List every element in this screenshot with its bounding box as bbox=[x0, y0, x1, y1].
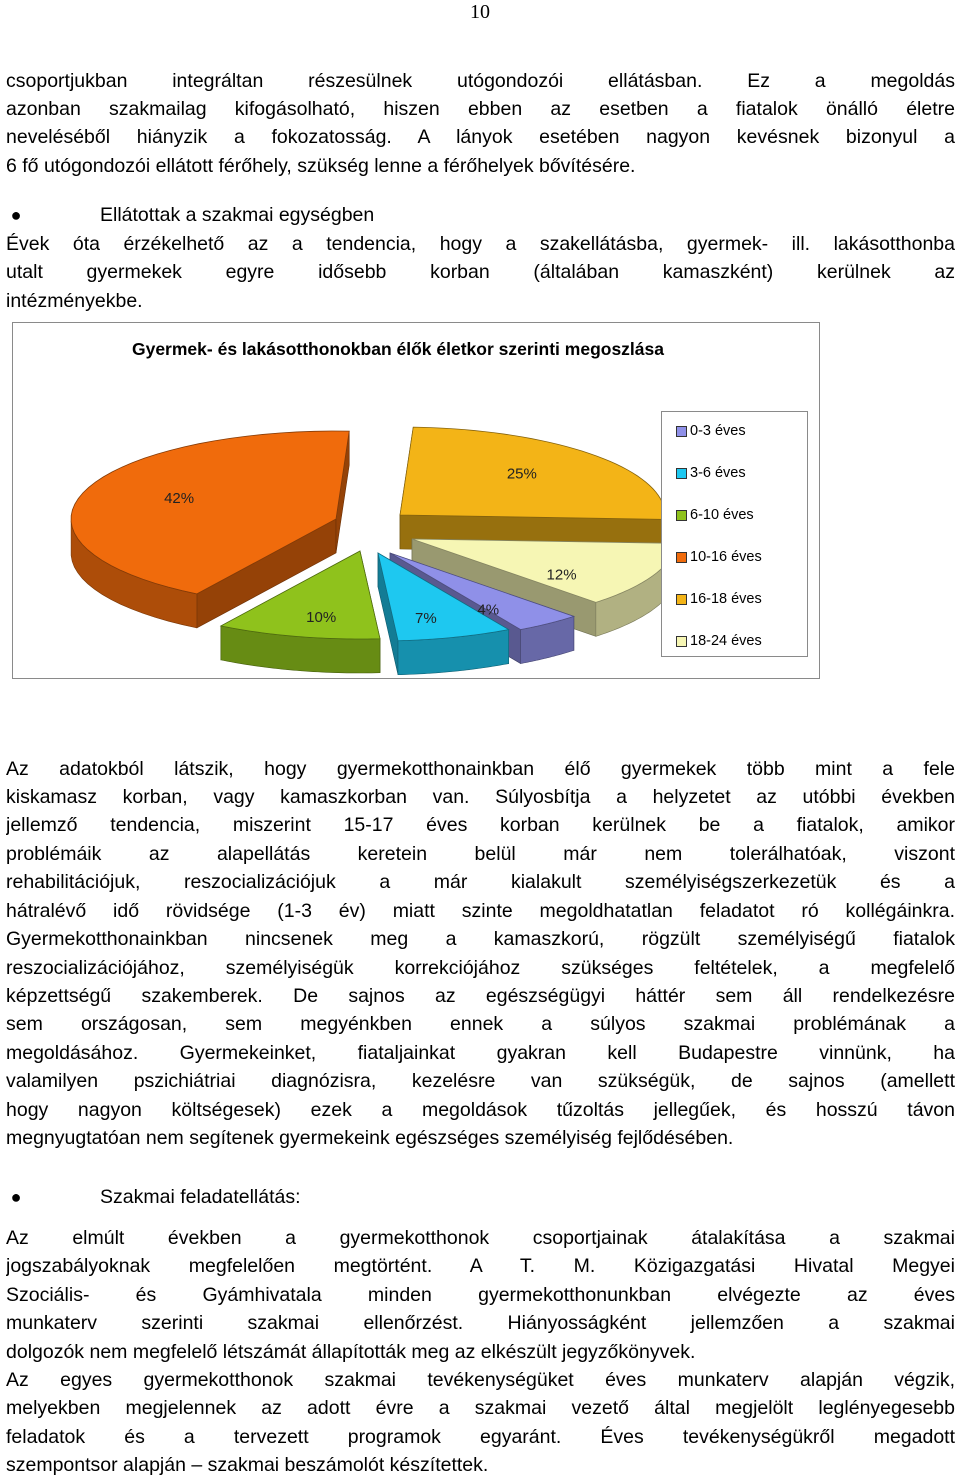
legend-swatch-icon bbox=[676, 552, 687, 563]
bullet-icon: ● bbox=[10, 205, 22, 225]
paragraph-line: képzettségű szakemberek. De sajnos az egészségügyi háttér sem áll rendelkezésre bbox=[6, 985, 955, 1007]
legend-swatch-icon bbox=[676, 426, 687, 437]
legend-item bbox=[690, 420, 746, 442]
bullet-icon: ● bbox=[10, 1187, 22, 1207]
legend-swatch-icon bbox=[676, 636, 687, 647]
chart-legend bbox=[661, 411, 808, 657]
data-label: 25% bbox=[506, 465, 537, 483]
bullet-label: Ellátottak a szakmai egységben bbox=[100, 204, 375, 226]
paragraph-line: megnyugtatóan nem segítenek gyermekeink egészséges személyiség fejlődésében. bbox=[6, 1127, 734, 1149]
paragraph-line: valamilyen pszichiátriai diagnózisra, kezelésre van szükségük, de sajnos (amellett bbox=[6, 1070, 955, 1092]
legend-item bbox=[690, 546, 762, 568]
paragraph-line: munkaterv szerinti szakmai ellenőrzést. Hiányosságként jellemzően a szakmai bbox=[6, 1312, 955, 1334]
chart-title: Gyermek- és lakásotthonokban élők életkor szerinti megoszlása bbox=[131, 339, 664, 359]
legend-item bbox=[690, 462, 746, 484]
paragraph-line: 6 fő utógondozói ellátott férőhely, szükség lenne a férőhelyek bővítésére. bbox=[6, 155, 636, 177]
legend-label: 0-3 éves bbox=[690, 423, 746, 439]
paragraph-line: intézményekbe. bbox=[6, 290, 143, 312]
paragraph-line: dolgozók nem megfelelő létszámát állapították meg az elkészült jegyzőkönyvek. bbox=[6, 1341, 696, 1363]
legend-swatch-icon bbox=[676, 468, 687, 479]
paragraph-line: neveléséből hiányzik a fokozatosság. A lányok esetében nagyon kevésnek bizonyul a bbox=[6, 126, 955, 148]
legend-swatch-icon bbox=[676, 594, 687, 605]
paragraph-line: jellemző tendencia, miszerint 15-17 éves korban kerülnek be a fiatalok, amikor bbox=[6, 814, 955, 836]
data-label: 12% bbox=[546, 566, 577, 584]
paragraph-line: Gyermekotthonainkban nincsenek meg a kamaszkorú, rögzült személyiségű fiatalok bbox=[6, 928, 955, 950]
paragraph-line: csoportjukban integráltan részesülnek utógondozói ellátásban. Ez a megoldás bbox=[6, 70, 955, 92]
paragraph-line: Az elmúlt években a gyermekotthonok csoportjainak átalakítása a szakmai bbox=[6, 1227, 955, 1249]
paragraph-line: hogy nagyon költségesek) ezek a megoldások tűzoltás jellegűek, és hosszú távon bbox=[6, 1099, 955, 1121]
paragraph-line: Az adatokból látszik, hogy gyermekotthonainkban élő gyermekek több mint a fele bbox=[6, 758, 955, 780]
legend-label: 16-18 éves bbox=[690, 591, 762, 607]
paragraph-line: reszocializációjához, személyiségük korrekciójához szükséges feltételek, a megfelelő bbox=[6, 957, 955, 979]
paragraph-line: Az egyes gyermekotthonok szakmai tevékenységüket éves munkaterv alapján végzik, bbox=[6, 1369, 955, 1391]
paragraph-line: szempontsor alapján – szakmai beszámolót készítettek. bbox=[6, 1454, 489, 1476]
paragraph-line: jogszabályoknak megfelelően megtörtént. A T. M. Közigazgatási Hivatal Megyei bbox=[6, 1255, 955, 1277]
pie-slice-25pct bbox=[400, 427, 665, 553]
paragraph-line: megoldásához. Gyermekeinket, fiataljainkat gyakran kell Budapestre vinnünk, ha bbox=[6, 1042, 955, 1064]
bullet-label: Szakmai feladatellátás: bbox=[100, 1186, 301, 1208]
legend-label: 10-16 éves bbox=[690, 549, 762, 565]
legend-item bbox=[690, 630, 762, 652]
paragraph-line: melyekben megjelennek az adott évre a szakmai vezető által megjelölt leglényegesebb bbox=[6, 1397, 955, 1419]
legend-label: 3-6 éves bbox=[690, 465, 746, 481]
data-label: 7% bbox=[415, 610, 437, 628]
data-label: 4% bbox=[477, 601, 500, 619]
legend-item bbox=[690, 588, 762, 610]
paragraph-line: azonban szakmailag kifogásolható, hiszen ebben az esetben a fiatalok önálló életre bbox=[6, 98, 955, 120]
page-number: 10 bbox=[470, 1, 490, 23]
legend-label: 18-24 éves bbox=[690, 633, 762, 649]
bullet-item bbox=[6, 1183, 946, 1213]
data-label: 10% bbox=[306, 609, 337, 627]
paragraph-line: feladatok és a tervezett programok egyaránt. Éves tevékenységükről megadott bbox=[6, 1426, 955, 1448]
paragraph-line: utalt gyermekek egyre idősebb korban (általában kamaszként) kerülnek az bbox=[6, 261, 955, 283]
legend-item bbox=[690, 504, 754, 526]
paragraph-line: Szociális- és Gyámhivatala minden gyermekotthonunkban elvégezte az éves bbox=[6, 1284, 955, 1306]
paragraph-line: sem országosan, sem megyénkben ennek a súlyos szakmai problémának a bbox=[6, 1013, 955, 1035]
paragraph-line: problémáik az alapellátás keretein belül már nem tolerálhatóak, viszont bbox=[6, 843, 955, 865]
paragraph-line: hátralévő idő rövidsége (1-3 év) miatt szinte megoldhatatlan feladatot ró kollégáinkra. bbox=[6, 900, 955, 922]
paragraph-line: rehabilitációjuk, reszocializációjuk a már kialakult személyiségszerkezetük és a bbox=[6, 871, 955, 893]
paragraph-line: Évek óta érzékelhető az a tendencia, hogy a szakellátásba, gyermek- ill. lakásotthonba bbox=[6, 233, 955, 255]
pie-chart bbox=[12, 322, 820, 679]
paragraph-line: kiskamasz korban, vagy kamaszkorban van. Súlyosbítja a helyzetet az utóbbi években bbox=[6, 786, 955, 808]
data-label: 42% bbox=[164, 489, 195, 507]
legend-label: 6-10 éves bbox=[690, 507, 754, 523]
legend-swatch-icon bbox=[676, 510, 687, 521]
bullet-item bbox=[6, 201, 946, 231]
